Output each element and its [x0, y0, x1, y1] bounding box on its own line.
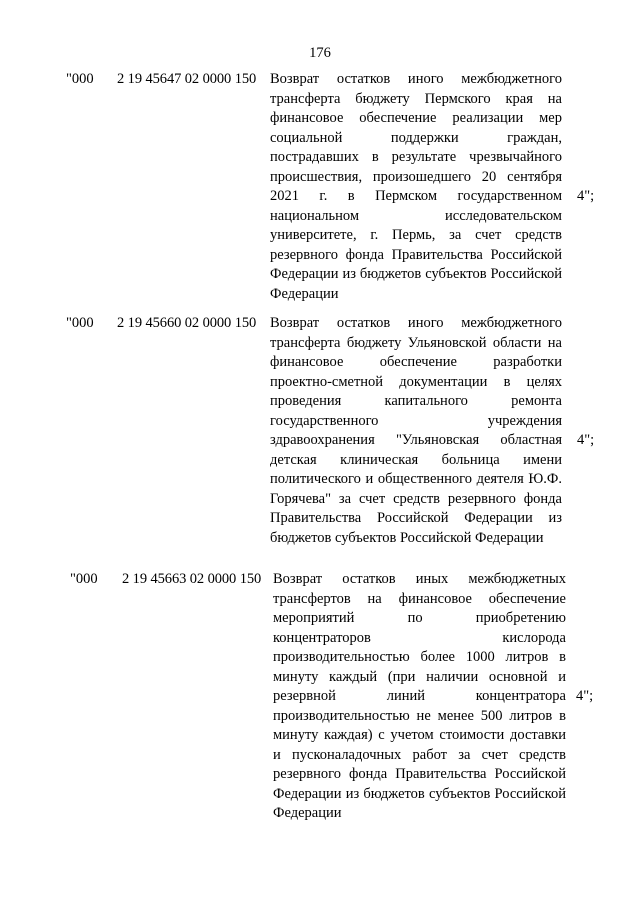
entry-amount: 4";: [577, 188, 595, 204]
budget-code: 2 19 45647 02 0000 150: [117, 71, 257, 87]
entry-amount: 4";: [576, 688, 594, 704]
budget-code: 2 19 45660 02 0000 150: [117, 315, 257, 331]
entry-description: Возврат остатков иных межбюджетных трансфертов на финансовое обеспечение мероприятий по приобретению концентраторов кислорода производительностью более 1000 литров в минуту каждый (при наличии основной и резервной линий концентратора производительностью не менее 500 литров в минуту каждая) с учетом стоимости доставки и пусконаладочных работ за счет средств резервного фонда Правительства Российской Федерации из бюджетов субъектов Российской Федерации: [273, 571, 566, 821]
code-prefix: "000: [70, 571, 98, 587]
code-prefix: "000: [66, 71, 94, 87]
budget-code: 2 19 45663 02 0000 150: [122, 571, 262, 587]
page-number: 176: [309, 45, 331, 61]
entry-description: Возврат остатков иного межбюджетного трансферта бюджету Ульяновской области на финансовое обеспечение разработки проектно-сметной документации в целях проведения капитального ремонта государственного учреждения здравоохранения "Ульяновская областная детская клиническая больница имени политического и общественного деятеля Ю.Ф. Горячева" за счет средств резервного фонда Правительства Российской Федерации из бюджетов субъектов Российской Федерации: [270, 315, 562, 546]
code-prefix: "000: [66, 315, 94, 331]
entry-description: Возврат остатков иного межбюджетного трансферта бюджету Пермского края на финансовое обеспечение реализации мер социальной поддержки граждан, пострадавших в результате чрезвычайного происшествия, произошедшего 20 сентября 2021 г. в Пермском государственном национальном исследовательском университете, г. Пермь, за счет средств резервного фонда Правительства Российской Федерации из бюджетов субъектов Российской Федерации: [270, 71, 562, 302]
entry-amount: 4";: [577, 432, 595, 448]
